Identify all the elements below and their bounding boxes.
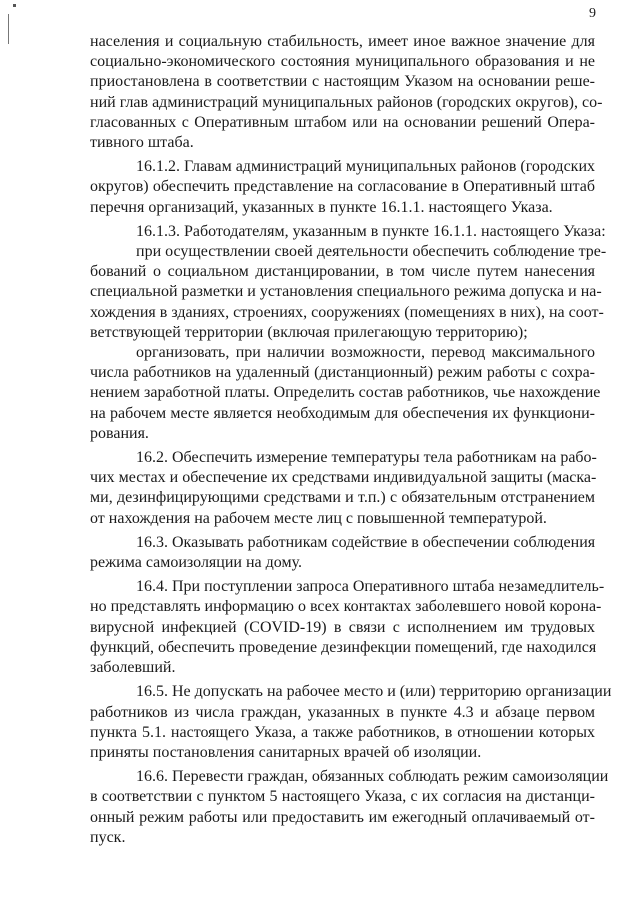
text-line: приостановлена в соответствии с настоящим Указом на основании реше- <box>90 73 595 91</box>
text-line: организовать, при наличии возможности, перевод максимального <box>136 344 595 362</box>
text-line: чих местах и обеспечение их средствами индивидуальной защиты (маска- <box>90 469 597 487</box>
text-line: ми, дезинфицирующими средствами и т.п.) с обязательным отстранением <box>90 489 595 507</box>
text-line: 16.4. При поступлении запроса Оперативного штаба незамедлитель- <box>136 578 605 596</box>
text-line: ветствующей территории (включая прилегающую территорию); <box>90 323 528 341</box>
text-line: режима самоизоляции на дому. <box>90 554 302 572</box>
text-line: ний глав администраций муниципальных районов (городских округов), со- <box>90 93 603 111</box>
text-line: 16.2. Обеспечить измерение температуры тела работникам на рабо- <box>136 449 597 467</box>
text-line: пуск. <box>90 828 126 846</box>
text-line: но представлять информацию о всех контактах заболевшего новой корона- <box>90 598 602 616</box>
text-line: нением заработной платы. Определить состав работников, чье нахождение <box>90 384 601 402</box>
scan-artifact <box>13 4 16 7</box>
text-line: заболевший. <box>90 659 176 677</box>
text-line: в соответствии с пунктом 5 настоящего Указа, с их согласия на дистанци- <box>90 788 595 806</box>
text-line: тивного штаба. <box>90 134 194 152</box>
text-line: функций, обеспечить проведение дезинфекции помещений, где находился <box>90 638 597 656</box>
text-line: 16.1.2. Главам администраций муниципальных районов (городских <box>136 158 595 176</box>
text-line: округов) обеспечить представление на согласование в Оперативный штаб <box>90 178 595 196</box>
text-line: 16.3. Оказывать работникам содействие в обеспечении соблюдения <box>136 533 596 551</box>
text-line: 16.1.3. Работодателям, указанным в пункте 16.1.1. настоящего Указа: <box>136 222 606 240</box>
text-line: приняты постановления санитарных врачей об изоляции. <box>90 743 482 761</box>
text-line: пункта 5.1. настоящего Указа, а также работников, в отношении которых <box>90 723 595 741</box>
text-line: 16.6. Перевести граждан, обязанных соблюдать режим самоизоляции <box>136 768 609 786</box>
page-number: 9 <box>589 6 596 21</box>
scan-artifact <box>8 14 9 44</box>
document-body <box>90 32 612 848</box>
text-line: числа работников на удаленный (дистанционный) режим работы с сохра- <box>90 364 595 382</box>
text-line: населения и социальную стабильность, имеет иное важное значение для <box>90 33 595 50</box>
text-line: рования. <box>90 424 149 442</box>
text-line: перечня организаций, указанных в пункте 16.1.1. настоящего Указа. <box>90 198 553 216</box>
text-line: на рабочем месте является необходимым для обеспечения их функциони- <box>90 404 595 422</box>
text-line: вирусной инфекцией (COVID-19) в связи с исполнением им трудовых <box>90 618 595 636</box>
text-line: от нахождения на рабочем месте лиц с повышенной температурой. <box>90 509 547 527</box>
text-line: гласованных с Оперативным штабом или на основании решений Опера- <box>90 113 595 131</box>
text-line: социально-экономического состояния муниципального образования и не <box>90 53 595 71</box>
text-line: при осуществлении своей деятельности обеспечить соблюдение тре- <box>136 243 607 261</box>
text-line: специальной разметки и установления специального режима допуска и на- <box>90 283 602 301</box>
text-line: онный режим работы или предоставить им ежегодный оплачиваемый от- <box>90 808 595 826</box>
text-line: работников из числа граждан, указанных в пункте 4.3 и абзаце первом <box>90 703 595 721</box>
text-line: 16.5. Не допускать на рабочее место и (или) территорию организации <box>136 683 612 701</box>
text-line: хождения в зданиях, строениях, сооружениях (помещениях в них), на соот- <box>90 303 604 321</box>
text-line: бований о социальном дистанцировании, в том числе путем нанесения <box>90 263 595 281</box>
